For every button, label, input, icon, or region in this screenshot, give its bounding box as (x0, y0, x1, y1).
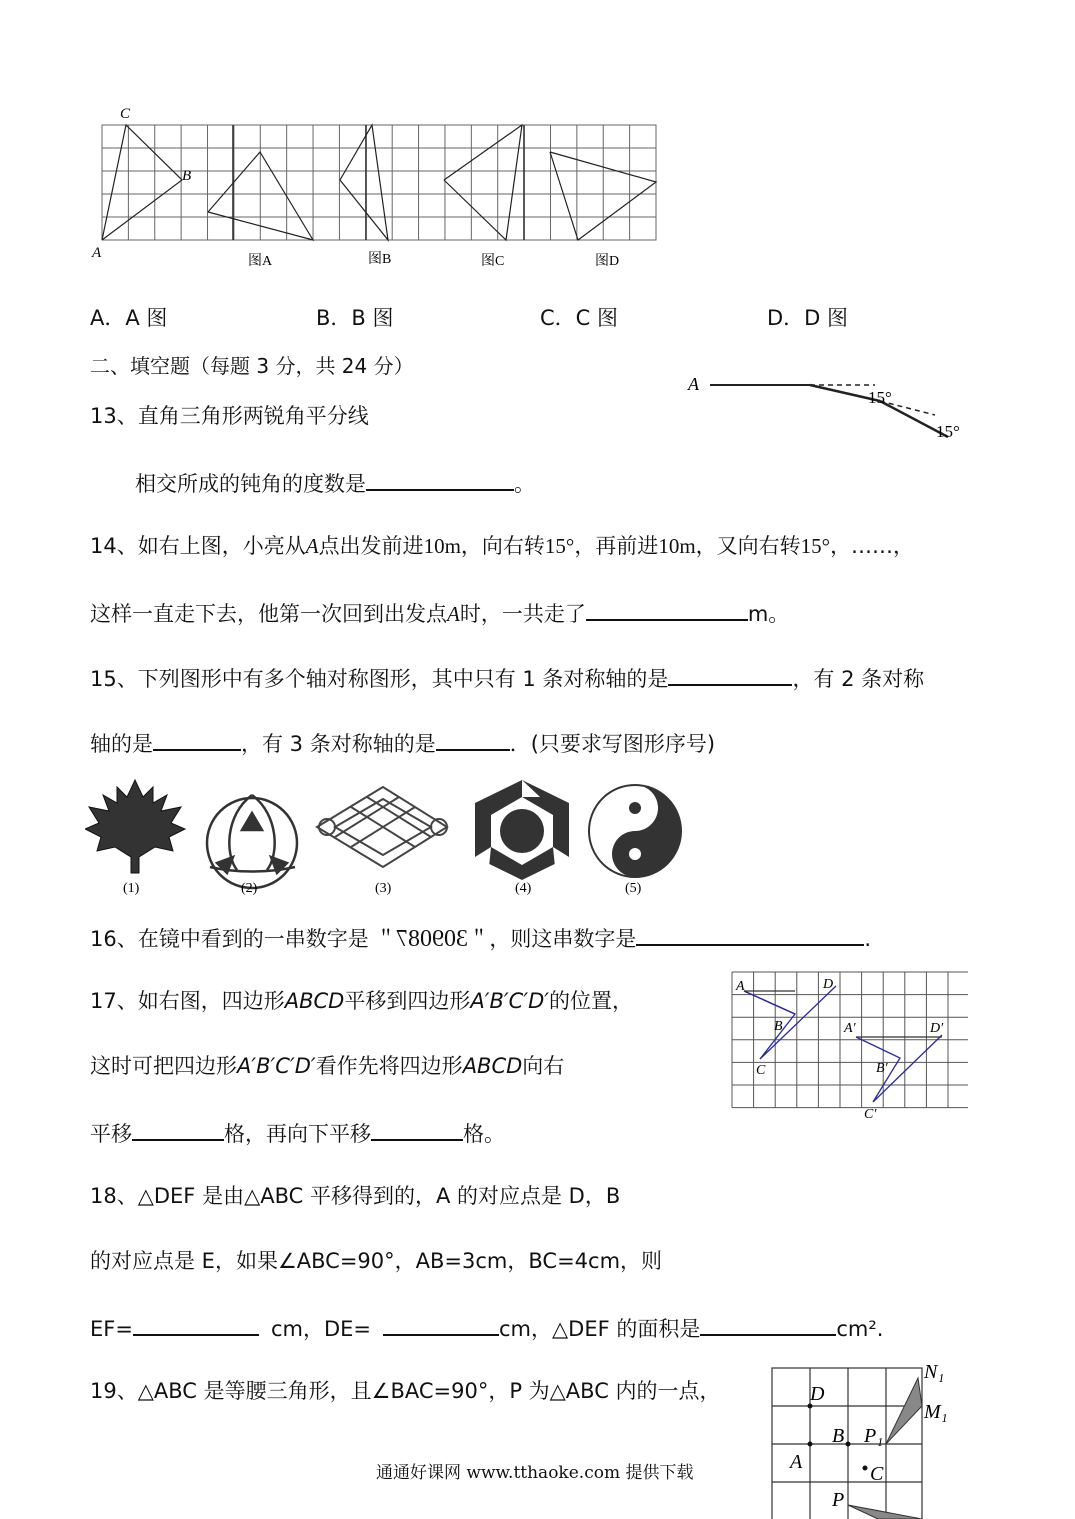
maple-leaf-icon (85, 780, 185, 873)
caption-B: 图B (368, 252, 392, 267)
q17-label-B: B (774, 1019, 783, 1034)
q18-t4: cm². (836, 1317, 884, 1341)
q16-t2: ＂，则这串数字是 (468, 927, 637, 951)
label-B: B (182, 168, 192, 184)
q14-a2: 15° (800, 534, 831, 558)
q17-blank-right[interactable] (132, 1117, 224, 1141)
q16-answer-blank[interactable] (636, 922, 864, 946)
q18-line1: 18、△DEF 是由△ABC 平移得到的，A 的对应点是 D，B (90, 1184, 621, 1208)
q17-quad1: ABCD (284, 989, 345, 1013)
q14-point2: A (447, 602, 460, 626)
trefoil-icon (207, 795, 297, 888)
caption-C: 图C (481, 254, 505, 269)
q17-quad2: A′B′C′D′ (470, 989, 550, 1013)
footer: 通通好课网 www.tthaoke.com 提供下载 (376, 1463, 694, 1483)
q15-line1 (90, 662, 924, 693)
q19-label-P1: P₁ (864, 1425, 884, 1447)
label-C: C (120, 106, 131, 122)
shape-label-2: (2) (241, 881, 258, 896)
caption-D: 图D (595, 254, 620, 269)
q19-label-D: D (810, 1383, 825, 1405)
section-title: 二、填空题（每题 3 分，共 24 分） (90, 354, 414, 378)
q14-line2 (90, 597, 789, 628)
q17-label-A2: A′ (844, 1021, 856, 1036)
q15-line2 (90, 727, 715, 758)
label-A: A (92, 245, 102, 261)
q17-t4: 这时可把四边形 (90, 1054, 237, 1078)
q17-grid-figure (728, 968, 968, 1124)
q15-blank-2[interactable] (153, 727, 241, 751)
q17-t1: 17、如右图，四边形 (90, 989, 285, 1013)
q16-line (90, 922, 871, 953)
q16-t1: 16、在镜中看到的一串数字是 ＂ (90, 927, 397, 951)
q13-line2 (135, 467, 535, 498)
shape-label-1: (1) (123, 881, 140, 896)
q15-blank-3[interactable] (436, 727, 510, 751)
q15-blank-1[interactable] (668, 662, 792, 686)
q17-t3: 的位置， (549, 989, 634, 1013)
q17-label-A: A (736, 979, 745, 994)
q17-line3 (90, 1117, 505, 1148)
q17-blank-down[interactable] (371, 1117, 463, 1141)
q19-label-M1: M₁ (924, 1401, 948, 1423)
q14-t2: 点出发前进 (318, 534, 424, 558)
q14-t3: ，向右转 (460, 534, 545, 558)
q18-blank-ef[interactable] (133, 1312, 259, 1336)
q18-t2: cm，DE= (270, 1317, 371, 1341)
q17-quad3: A′B′C′D′ (237, 1054, 316, 1078)
q15-shapes (85, 775, 695, 900)
chinese-knot-icon (317, 787, 447, 867)
shape-label-5: (5) (625, 881, 642, 896)
q18-t1: EF= (90, 1317, 133, 1341)
walk-start-label: A (688, 374, 699, 394)
q18-t3: cm，△DEF 的面积是 (499, 1317, 701, 1341)
q17-label-D2: D′ (930, 1021, 944, 1036)
option-d: D．D 图 (767, 306, 849, 330)
q14-t7: 这样一直走下去，他第一次回到出发点 (90, 602, 447, 626)
q17-t2: 平移到四边形 (344, 989, 471, 1013)
q14-t1: 14、如右上图，小亮从 (90, 534, 306, 558)
q14-t6: ，……， (830, 534, 915, 558)
walk-figure (680, 365, 980, 450)
q17-label-C2: C′ (864, 1107, 877, 1122)
q19-label-B: B (832, 1425, 845, 1447)
q18-line3 (90, 1312, 883, 1343)
q17-t6: 向右 (522, 1054, 565, 1078)
q14-d2: 10m (658, 534, 696, 558)
q19-grid-figure (768, 1360, 958, 1519)
q14-point: A (305, 534, 319, 558)
q14-answer-blank[interactable] (586, 597, 748, 621)
q17-label-B2: B′ (876, 1061, 888, 1076)
option-c: C．C 图 (540, 306, 619, 330)
q18-blank-de[interactable] (383, 1312, 499, 1336)
q17-line2 (90, 1052, 564, 1080)
q13-end: 。 (514, 472, 535, 496)
q15-t3: 轴的是 (90, 732, 153, 756)
q14-t4: ，再前进 (574, 534, 659, 558)
q19-label-P: P (832, 1489, 845, 1511)
shape-label-4: (4) (515, 881, 532, 896)
q15-t4: ，有 3 条对称轴的是 (241, 732, 436, 756)
q17-label-D: D (823, 977, 834, 992)
q14-t5: ，又向右转 (695, 534, 801, 558)
q15-t1: 15、下列图形中有多个轴对称图形，其中只有 1 条对称轴的是 (90, 667, 669, 691)
hexagon-pattern-icon (475, 780, 569, 880)
q14-d1: 10m (423, 534, 461, 558)
walk-angle-2: 15° (936, 422, 960, 441)
q17-t7: 平移 (90, 1122, 132, 1146)
q13-text: 相交所成的钝角的度数是 (135, 472, 366, 496)
q17-line1 (90, 987, 633, 1015)
option-b: B．B 图 (316, 306, 394, 330)
walk-angle-1: 15° (868, 388, 892, 407)
q19-label-N1: N₁ (924, 1361, 945, 1383)
caption-A: 图A (248, 254, 273, 269)
q17-t8: 格，再向下平移 (224, 1122, 371, 1146)
q14-line1 (90, 532, 914, 560)
q18-blank-area[interactable] (700, 1312, 836, 1336)
q14-unit: m。 (747, 602, 790, 626)
q12-grid-figure (88, 100, 668, 275)
q19-label-A: A (790, 1451, 803, 1473)
q15-t2: ，有 2 条对称 (792, 667, 925, 691)
q14-t8: 时，一共走了 (459, 602, 586, 626)
q17-quad4: ABCD (462, 1054, 523, 1078)
q17-t9: 格。 (463, 1122, 505, 1146)
q19-label-C: C (870, 1463, 884, 1485)
q17-label-C: C (756, 1063, 766, 1078)
q13-line1: 13、直角三角形两锐角平分线 (90, 404, 369, 428)
q14-a1: 15° (544, 534, 575, 558)
q19-line1: 19、△ABC 是等腰三角形，且∠BAC=90°，P 为△ABC 内的一点， (90, 1379, 721, 1403)
q17-t5: 看作先将四边形 (315, 1054, 463, 1078)
q16-mirror-digits: 309087 (396, 926, 469, 952)
yin-yang-icon (589, 785, 681, 877)
shape-label-3: (3) (375, 881, 392, 896)
q15-t5: ．(只要求写图形序号) (509, 732, 716, 756)
q13-answer-blank[interactable] (366, 467, 514, 491)
q16-t3: . (864, 927, 872, 951)
option-a: A．A 图 (90, 306, 168, 330)
q18-line2: 的对应点是 E，如果∠ABC=90°，AB=3cm，BC=4cm，则 (90, 1249, 663, 1273)
